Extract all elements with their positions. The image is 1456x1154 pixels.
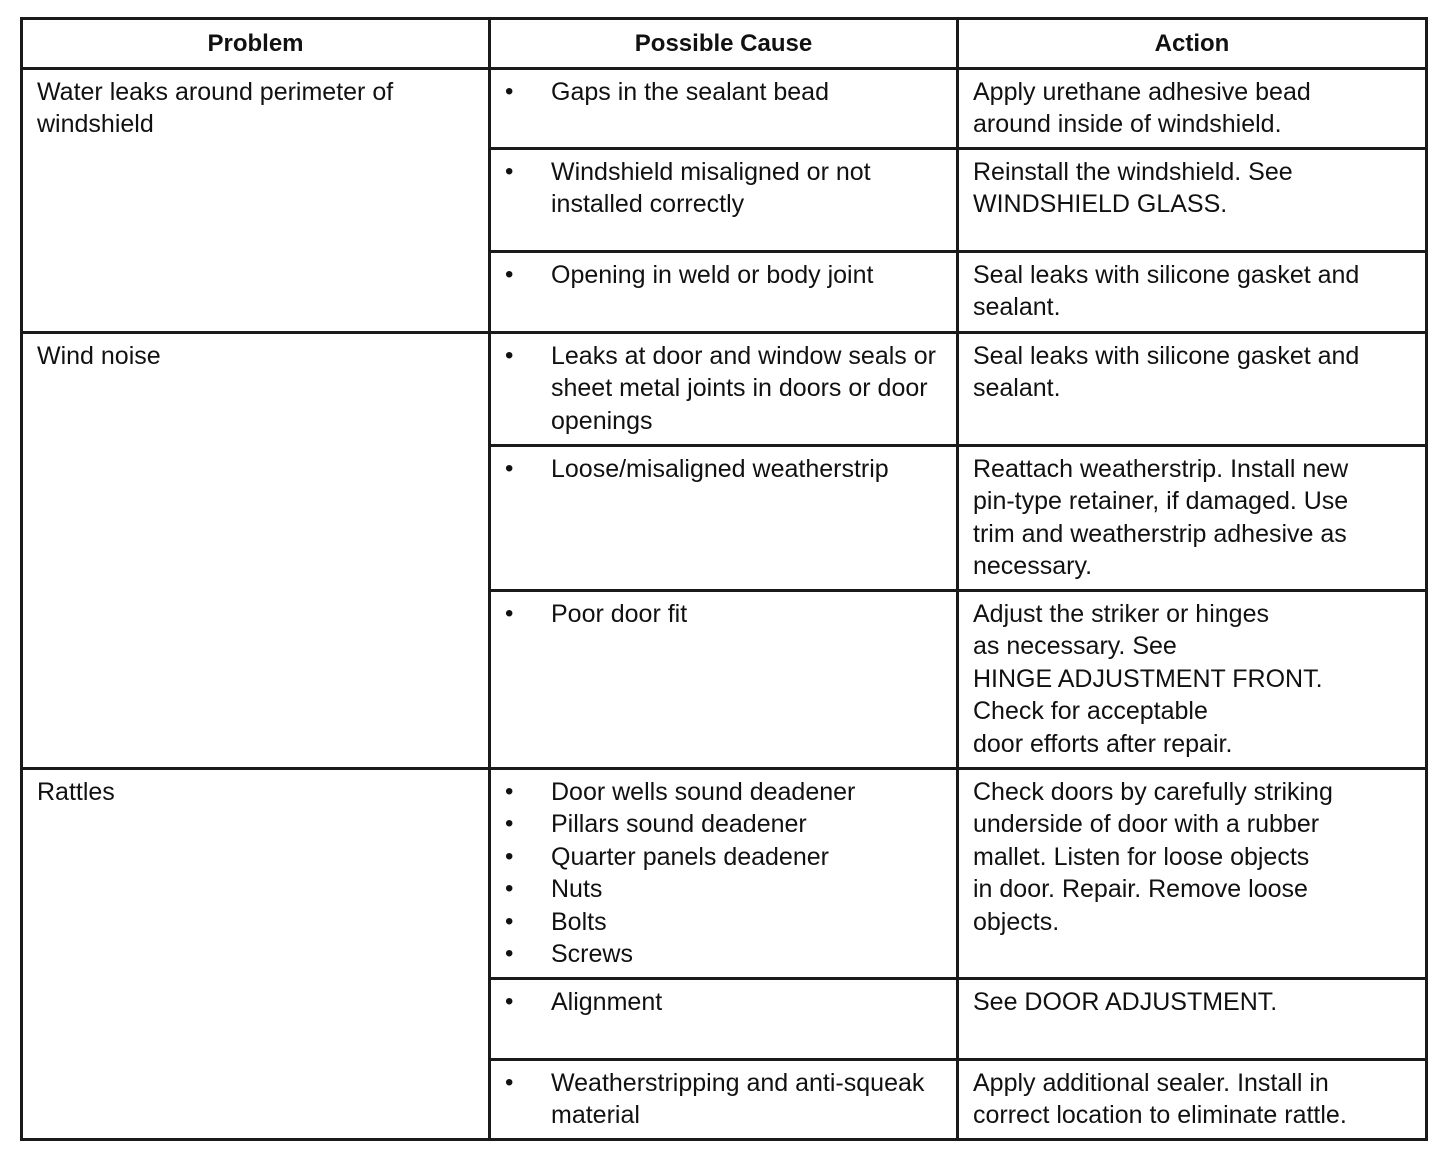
cause-item [505,906,944,939]
bullet-icon: • [505,260,514,288]
cause-item [505,340,944,438]
bullet-icon: • [505,907,514,935]
cause-text: Pillars sound deadener [551,810,807,838]
header-problem: Problem [22,19,490,69]
table-row [22,768,1427,978]
action-cell: Reattach weatherstrip. Install new pin-type retainer, if damaged. Use trim and weatherstrip adhesive as necessary. [958,445,1427,590]
bullet-icon: • [505,987,514,1015]
cause-cell [490,251,958,332]
cause-item [505,156,944,221]
header-action: Action [958,19,1427,69]
cause-item [505,986,944,1019]
cause-text: Leaks at door and window seals or sheet metal joints in doors or door openings [551,341,936,435]
header-row [22,19,1427,69]
cause-item [505,1067,944,1132]
bullet-icon: • [505,599,514,627]
action-cell: Adjust the striker or hinges as necessary. See HINGE ADJUSTMENT FRONT. Check for acceptable door efforts after repair. [958,590,1427,768]
bullet-icon: • [505,842,514,870]
cause-item [505,841,944,874]
cause-text: Windshield misaligned or not installed correctly [551,157,871,218]
bullet-icon: • [505,341,514,369]
cause-text: Poor door fit [551,599,688,628]
cause-item [505,598,944,631]
cause-text: Weatherstripping and anti-squeak material [551,1068,925,1129]
cause-text: Opening in weld or body joint [551,260,874,289]
cause-item [505,453,944,486]
cause-cell [490,1059,958,1139]
cause-item [505,776,944,809]
cause-text: Alignment [551,987,663,1016]
cause-item [505,808,944,841]
cause-text: Loose/misaligned weatherstrip [551,454,889,483]
cause-text: Door wells sound deadener [551,777,856,806]
action-cell: Check doors by carefully striking underside of door with a rubber mallet. Listen for loose objects in door. Repair. Remove loose objects. [958,768,1427,978]
bullet-icon: • [505,777,514,805]
cause-cell [490,332,958,445]
action-cell: Apply additional sealer. Install in correct location to eliminate rattle. [958,1059,1427,1139]
problem-cell: Rattles [22,768,490,1139]
cause-item [505,76,944,109]
bullet-icon: • [505,454,514,482]
cause-text: Screws [551,940,633,968]
cause-cell [490,590,958,768]
cause-item [505,259,944,292]
bullet-icon: • [505,77,514,105]
action-cell: Apply urethane adhesive bead around inside of windshield. [958,68,1427,148]
cause-text: Bolts [551,907,607,936]
header-possible-cause: Possible Cause [490,19,958,69]
bullet-icon: • [505,940,514,967]
action-cell: Reinstall the windshield. See WINDSHIELD GLASS. [958,148,1427,251]
bullet-icon: • [505,875,514,902]
cause-item [505,938,944,971]
cause-text: Gaps in the sealant bead [551,77,829,106]
problem-cell: Wind noise [22,332,490,768]
cause-text: Nuts [551,875,603,903]
action-cell: Seal leaks with silicone gasket and sealant. [958,332,1427,445]
diagnosis-table [20,17,1428,1141]
bullet-icon: • [505,157,514,185]
action-cell: Seal leaks with silicone gasket and sealant. [958,251,1427,332]
table-row [22,332,1427,445]
action-cell: See DOOR ADJUSTMENT. [958,978,1427,1059]
cause-item [505,873,944,906]
problem-cell: Water leaks around perimeter of windshield [22,68,490,332]
table-row [22,68,1427,148]
cause-cell [490,148,958,251]
cause-cell [490,978,958,1059]
cause-cell [490,68,958,148]
cause-text: Quarter panels deadener [551,842,829,871]
cause-cell [490,445,958,590]
bullet-icon: • [505,1068,514,1096]
cause-cell [490,768,958,978]
bullet-icon: • [505,810,514,837]
